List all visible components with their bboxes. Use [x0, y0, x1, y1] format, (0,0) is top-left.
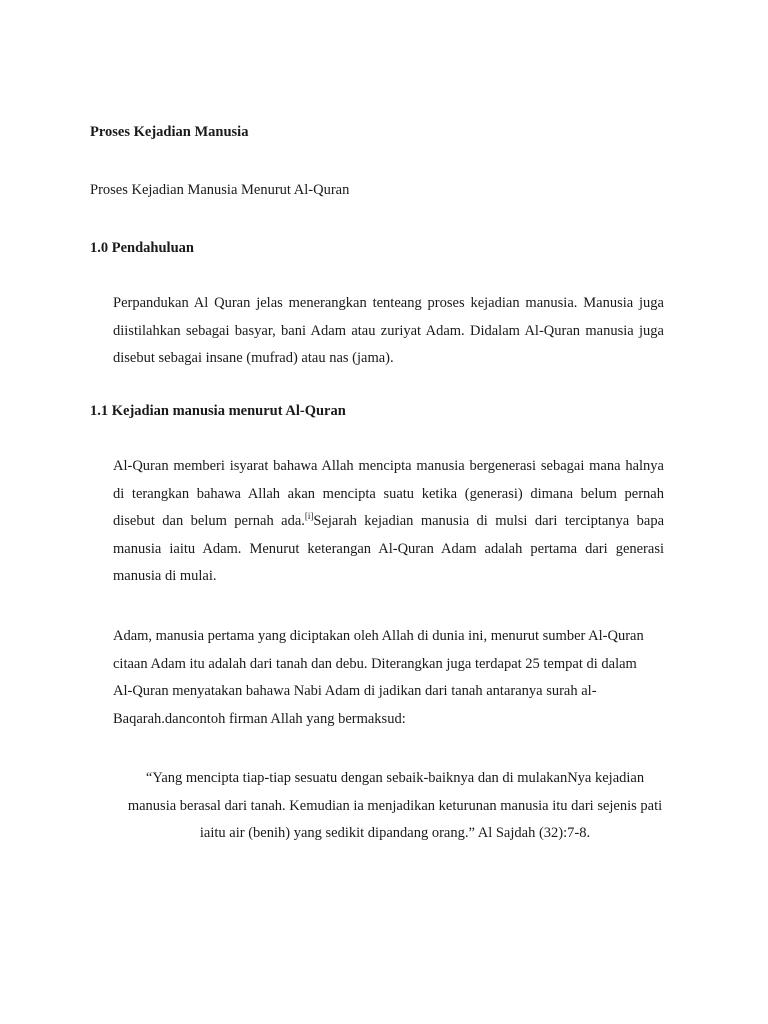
paragraph-line: disebut sebagai insane (mufrad) atau nas (jama).	[113, 350, 394, 366]
paragraph-line: citaan Adam itu adalah dari tanah dan debu. Diterangkan juga terdapat 25 tempat di dalam	[113, 655, 637, 672]
paragraph-line: di terangkan bahawa Allah akan mencipta suatu ketika (generasi) dimana belum pernah	[113, 485, 664, 502]
paragraph-line-with-footnote	[113, 508, 664, 536]
paragraph-line: Al-Quran memberi isyarat bahawa Allah mencipta manusia bergenerasi sebagai mana halnya	[113, 458, 664, 474]
paragraph-pendahuluan	[113, 290, 664, 373]
paragraph-line: diistilahkan sebagai basyar, bani Adam atau zuriyat Adam. Didalam Al-Quran manusia juga	[113, 322, 664, 339]
paragraph-kejadian-2	[113, 623, 673, 733]
section-heading-pendahuluan: 1.0 Pendahuluan	[90, 240, 194, 256]
paragraph-kejadian-1	[113, 453, 664, 591]
document-subtitle: Proses Kejadian Manusia Menurut Al-Quran	[90, 182, 350, 198]
paragraph-line: manusia di mulai.	[113, 568, 217, 584]
document-title: Proses Kejadian Manusia	[90, 124, 249, 140]
section-heading-kejadian-manusia: 1.1 Kejadian manusia menurut Al-Quran	[90, 403, 346, 419]
quote-line: manusia berasal dari tanah. Kemudian ia menjadikan keturunan manusia itu dari sejenis pati	[127, 797, 663, 814]
quranic-quote	[110, 765, 680, 848]
quote-line: iaitu air (benih) yang sedikit dipandang orang.” Al Sajdah (32):7-8.	[199, 825, 591, 841]
paragraph-line: Perpandukan Al Quran jelas menerangkan tenteang proses kejadian manusia. Manusia juga	[113, 295, 664, 311]
paragraph-fragment: Sejarah kejadian manusia di mulsi dari terciptanya bapa	[313, 513, 665, 529]
paragraph-line: Adam, manusia pertama yang diciptakan oleh Allah di dunia ini, menurut sumber Al-Quran	[113, 628, 644, 644]
paragraph-line: Baqarah.dancontoh firman Allah yang bermaksud:	[113, 710, 406, 727]
paragraph-fragment: disebut dan belum pernah ada.	[113, 513, 305, 529]
footnote-reference[interactable]: [i]	[304, 511, 314, 522]
quote-line: “Yang mencipta tiap-tiap sesuatu dengan sebaik-baiknya dan di mulakanNya kejadian	[145, 770, 645, 786]
paragraph-line: Al-Quran menyatakan bahawa Nabi Adam di jadikan dari tanah antaranya surah al-	[113, 683, 597, 699]
paragraph-line: manusia iaitu Adam. Menurut keterangan Al-Quran Adam adalah pertama dari generasi	[113, 540, 664, 557]
